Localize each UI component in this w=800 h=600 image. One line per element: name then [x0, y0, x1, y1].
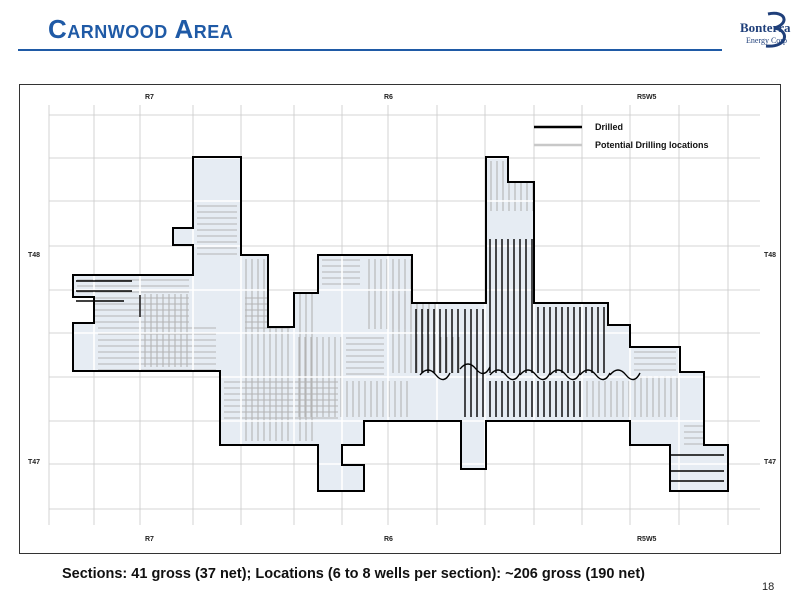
title-underline [18, 49, 722, 51]
range-label-bottom-r7: R7 [145, 536, 154, 543]
range-label-top-r5w5: R5W5 [637, 94, 657, 101]
land-holdings [20, 85, 780, 553]
range-label-bottom-r6: R6 [384, 536, 393, 543]
land-map [20, 85, 780, 553]
township-label-left-t48: T48 [28, 252, 41, 259]
summary-caption: Sections: 41 gross (37 net); Locations (6 to 8 wells per section): ~206 gross (190 net) [62, 566, 645, 582]
range-label-bottom-r5w5: R5W5 [637, 536, 657, 543]
page-number: 18 [762, 581, 775, 593]
legend-drilled-label: Drilled [595, 122, 624, 132]
range-label-top-r7: R7 [145, 94, 154, 101]
slide-title: Carnwood Area [48, 14, 234, 44]
range-label-top-r6: R6 [384, 94, 393, 101]
map-legend [534, 122, 709, 150]
logo-subname: Energy Corp [746, 36, 787, 45]
township-label-right-t48: T48 [764, 252, 777, 259]
township-label-left-t47: T47 [28, 459, 41, 466]
township-label-right-t47: T47 [764, 459, 777, 466]
legend-potential-label: Potential Drilling locations [595, 140, 709, 150]
land-fill [20, 85, 780, 553]
map-frame [19, 84, 781, 554]
logo-name: Bonterra [740, 20, 791, 35]
company-logo [728, 8, 792, 52]
